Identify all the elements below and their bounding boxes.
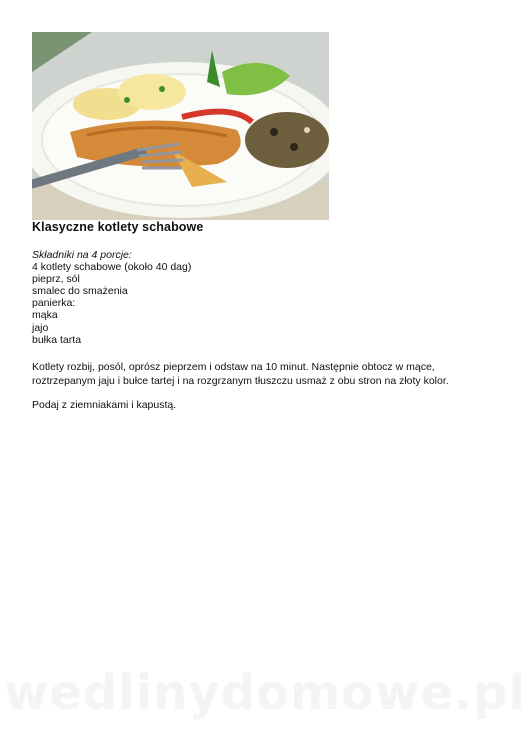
recipe-title: Klasyczne kotlety schabowe	[32, 220, 204, 234]
ingredient-item: 4 kotlety schabowe (około 40 dag)	[32, 261, 192, 274]
ingredient-item: mąka	[32, 309, 58, 322]
method-text: Kotlety rozbij, posól, oprósz pieprzem i odstaw na 10 minut. Następnie obtocz w mące, roztrzepanym jaju i bułce tartej i na rozgrzanym tłuszczu usmaż z obu stron na złoty kolor.	[32, 361, 449, 387]
recipe-photo	[32, 32, 329, 220]
ingredient-item: smalec do smażenia	[32, 285, 128, 298]
ingredients-section	[32, 249, 492, 346]
ingredients-list	[32, 261, 492, 346]
ingredient-item: jajo	[32, 321, 49, 334]
serving-suggestion: Podaj z ziemniakami i kapustą.	[32, 399, 177, 411]
ingredients-heading: Składniki na 4 porcje:	[32, 249, 132, 261]
ingredient-item: panierka:	[32, 297, 76, 310]
ingredient-item: bułka tarta	[32, 333, 82, 346]
ingredient-item: pieprz, sól	[32, 273, 80, 286]
watermark: wedlinydomowe.pl	[4, 665, 526, 721]
